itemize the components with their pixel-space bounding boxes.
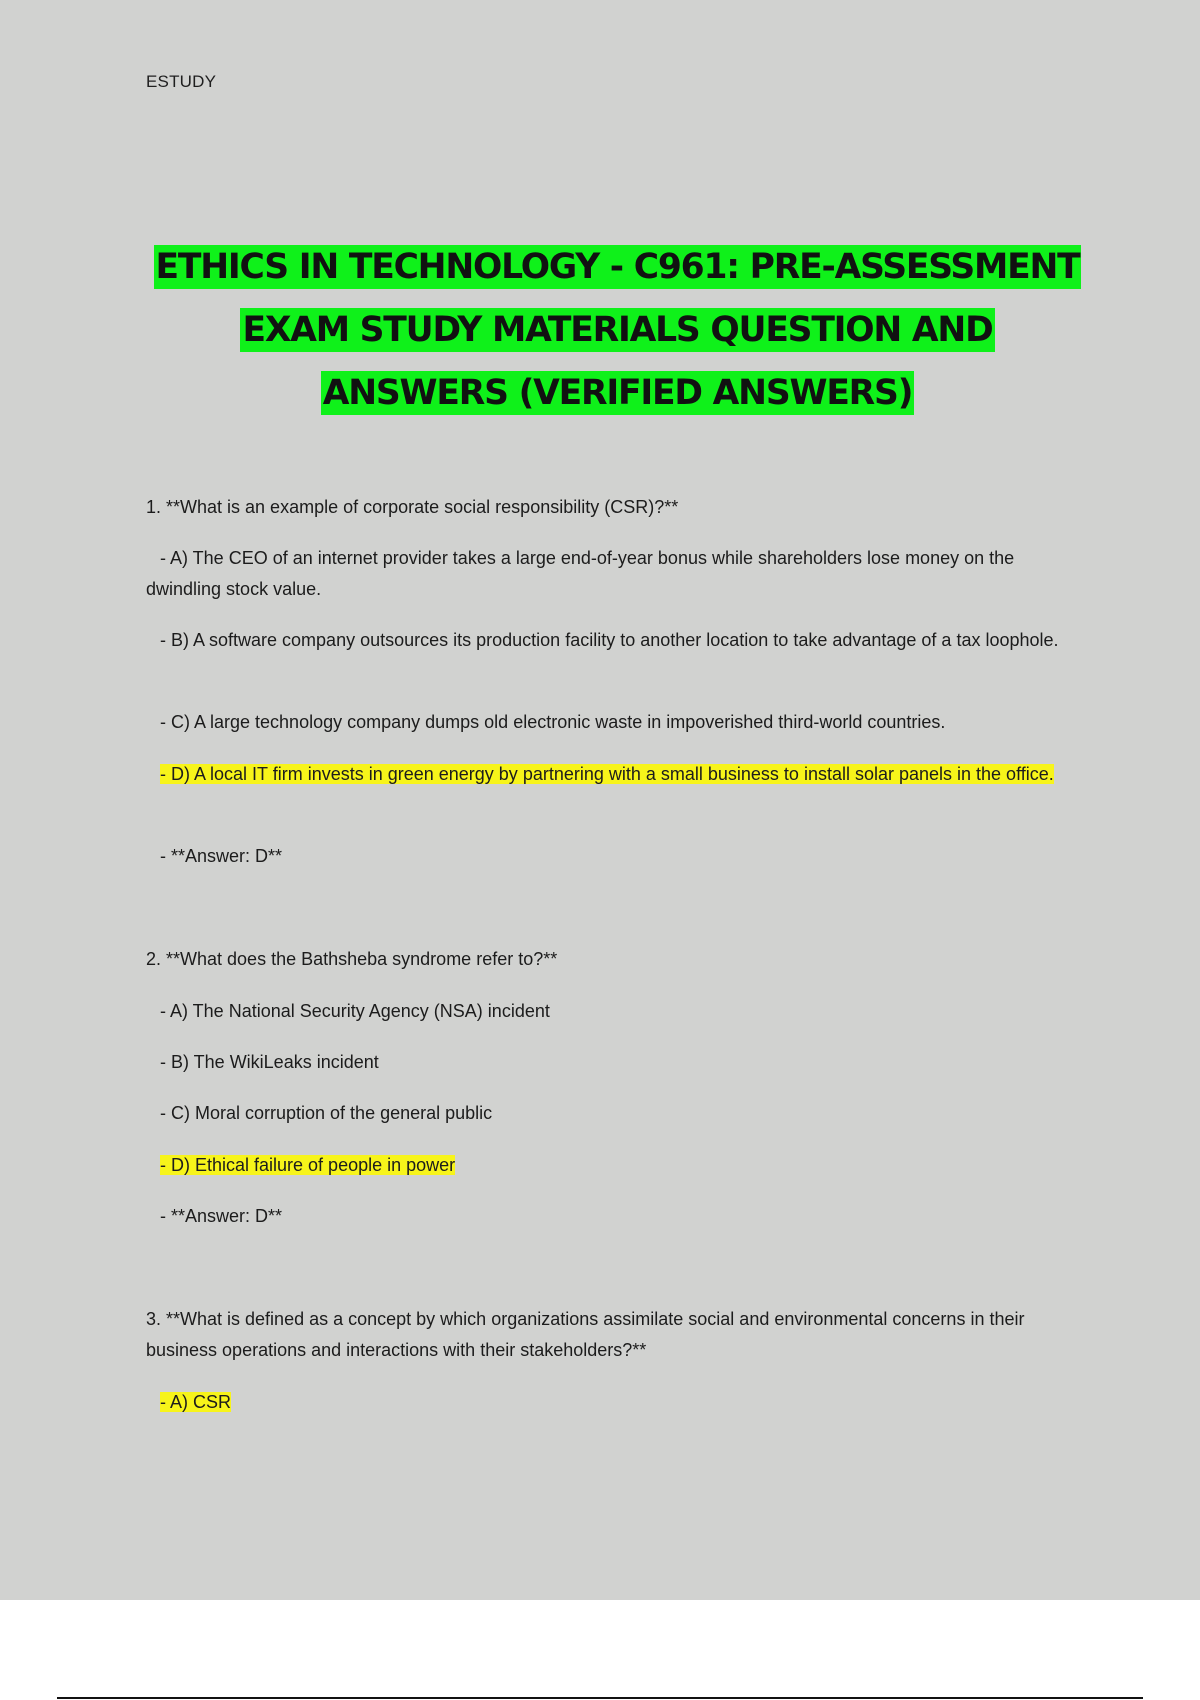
title-line-1: ETHICS IN TECHNOLOGY - C961: PRE-ASSESSMENT (155, 247, 1080, 287)
question-2-option-d (146, 1150, 1091, 1181)
document-title (140, 236, 1095, 425)
footer-divider (57, 1697, 1143, 1699)
question-2-option-a: - A) The National Security Agency (NSA) incident (160, 1001, 550, 1021)
question-1-text: 1. **What is an example of corporate social responsibility (CSR)?** (146, 497, 679, 517)
question-1-option-d-highlight: - D) A local IT firm invests in green energy by partnering with a small business to install solar panels in the office. (160, 764, 1054, 784)
question-1-answer: - **Answer: D** (160, 846, 283, 866)
question-3-option-a-highlight: - A) CSR (160, 1392, 232, 1412)
question-3-text: 3. **What is defined as a concept by which organizations assimilate social and environmental concerns in their business operations and interactions with their stakeholders?** (146, 1309, 1025, 1360)
question-1-option-c: - C) A large technology company dumps old electronic waste in impoverished third-world countries. (160, 712, 946, 732)
question-1-option-d (146, 759, 1091, 790)
question-3-option-a (146, 1387, 1091, 1418)
question-1-option-a: - A) The CEO of an internet provider takes a large end-of-year bonus while shareholders lose money on the dwindling stock value. (146, 548, 1015, 599)
title-line-2: EXAM STUDY MATERIALS QUESTION AND (242, 310, 993, 350)
question-2-answer: - **Answer: D** (160, 1206, 283, 1226)
question-2-option-b: - B) The WikiLeaks incident (160, 1052, 379, 1072)
question-2-option-c: - C) Moral corruption of the general public (160, 1103, 493, 1123)
question-2-option-d-highlight: - D) Ethical failure of people in power (160, 1155, 456, 1175)
document-header: ESTUDY (146, 72, 217, 91)
question-2-text: 2. **What does the Bathsheba syndrome refer to?** (146, 949, 558, 969)
title-line-3: ANSWERS (VERIFIED ANSWERS) (322, 373, 913, 413)
question-1-option-b: - B) A software company outsources its production facility to another location to take advantage of a tax loophole. (160, 630, 1059, 650)
